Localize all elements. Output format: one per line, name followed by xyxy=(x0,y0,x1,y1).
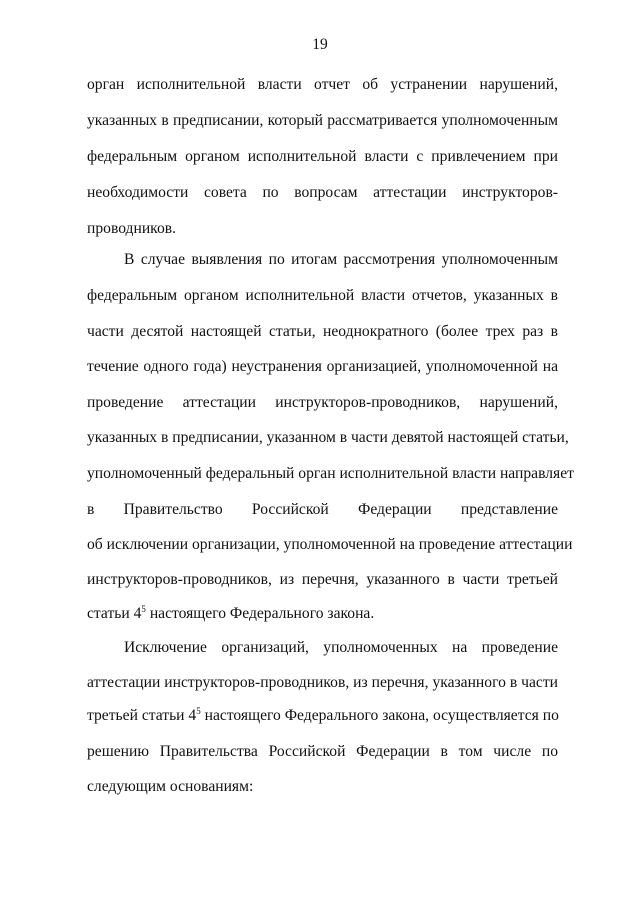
page-number: 19 xyxy=(312,36,328,53)
superscript: 5 xyxy=(196,706,201,716)
paragraph-1-line-4: необходимости совета по вопросам аттестации инструкторов- xyxy=(87,184,558,201)
paragraph-2-line-2: федеральным органом исполнительной власти отчетов, указанных в xyxy=(87,287,558,304)
paragraph-2-line-8: в Правительство Российской Федерации представление xyxy=(87,501,558,518)
paragraph-3-line-3 xyxy=(87,706,558,726)
paragraph-3-line-1: Исключение организаций, уполномоченных на проведение xyxy=(124,639,558,656)
paragraph-3-line-4: решению Правительства Российской Федерации в том числе по xyxy=(87,743,558,760)
paragraph-3-line-5: следующим основаниям: xyxy=(87,778,254,795)
paragraph-1-line-3: федеральным органом исполнительной власти с привлечением при xyxy=(87,148,558,165)
paragraph-2-line-9: об исключении организации, уполномоченной на проведение аттестации xyxy=(87,536,573,553)
paragraph-2-line-11 xyxy=(87,604,558,624)
paragraph-1-line-2: указанных в предписании, который рассматривается уполномоченным xyxy=(87,112,558,129)
paragraph-2-line-7: уполномоченный федеральный орган исполнительной власти направляет xyxy=(87,465,574,482)
paragraph-2-line-11-after: настоящего Федерального закона. xyxy=(145,605,375,622)
paragraph-2-line-10: инструкторов-проводников, из перечня, указанного в части третьей xyxy=(87,571,558,588)
paragraph-2-line-1: В случае выявления по итогам рассмотрения уполномоченным xyxy=(124,251,558,268)
paragraph-3-line-2: аттестации инструкторов-проводников, из перечня, указанного в части xyxy=(87,674,558,691)
paragraph-1-line-1: орган исполнительной власти отчет об устранении нарушений, xyxy=(87,76,558,93)
paragraph-1-line-5: проводников. xyxy=(87,220,177,237)
paragraph-3-line-3-before: третьей статьи 4 xyxy=(87,707,197,724)
paragraph-3-line-3-after: настоящего Федерального закона, осуществляется по xyxy=(200,707,559,724)
superscript: 5 xyxy=(141,604,146,614)
paragraph-2-line-11-before: статьи 4 xyxy=(87,605,142,622)
paragraph-2-line-5: проведение аттестации инструкторов-проводников, нарушений, xyxy=(87,394,558,411)
paragraph-2-line-4: течение одного года) неустранения организацией, уполномоченной на xyxy=(87,358,558,375)
paragraph-2-line-6: указанных в предписании, указанном в части девятой настоящей статьи, xyxy=(87,429,569,446)
paragraph-2-line-3: части десятой настоящей статьи, неоднократного (более трех раз в xyxy=(87,323,558,340)
